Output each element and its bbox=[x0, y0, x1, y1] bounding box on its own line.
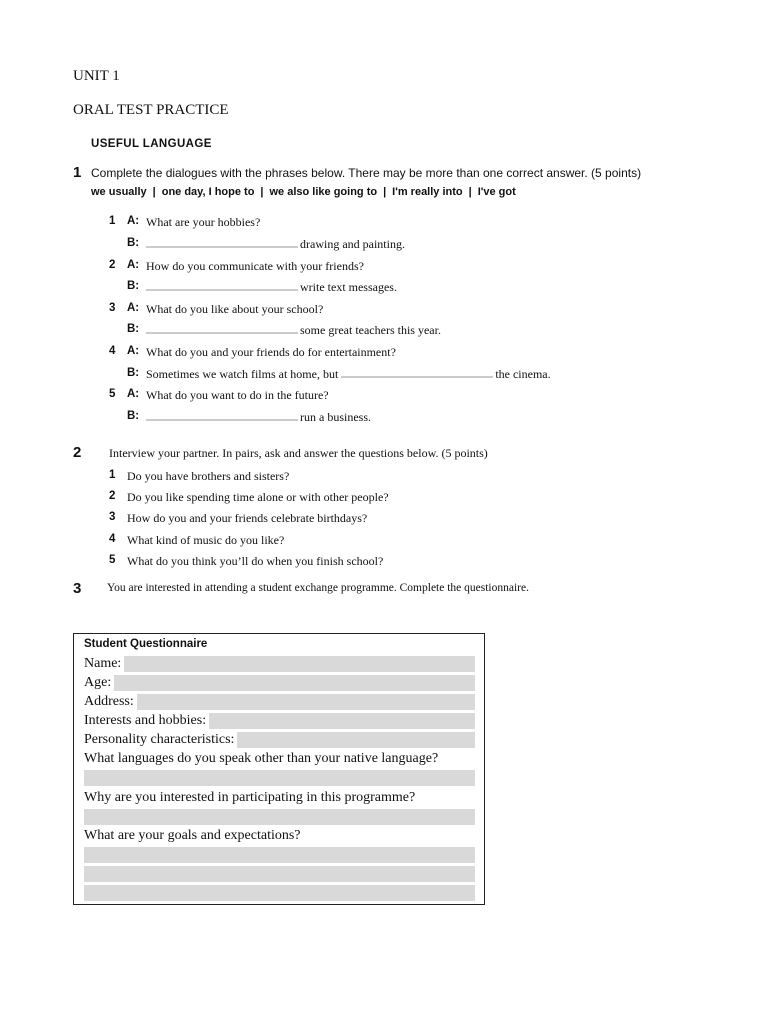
speaker-b-label: B: bbox=[127, 367, 140, 379]
question-text: Do you like spending time alone or with other people? bbox=[127, 490, 389, 504]
phrase-separator: | bbox=[383, 186, 387, 198]
question-text: What kind of music do you like? bbox=[127, 533, 285, 547]
speaker-b-text: write text messages. bbox=[300, 280, 397, 294]
questionnaire-box bbox=[73, 633, 485, 905]
dialogue-number: 4 bbox=[109, 345, 116, 357]
phrase-item: I've got bbox=[477, 186, 516, 198]
answer-blank[interactable] bbox=[341, 368, 493, 378]
speaker-a-label: A: bbox=[127, 345, 140, 357]
speaker-b-line bbox=[146, 367, 551, 382]
question-text: Do you have brothers and sisters? bbox=[127, 469, 290, 483]
speaker-a-label: A: bbox=[127, 388, 140, 400]
speaker-b-line bbox=[146, 280, 397, 295]
name-row bbox=[84, 655, 475, 673]
section-3-instruction: You are interested in attending a student exchange programme. Complete the questionnaire. bbox=[107, 582, 529, 594]
speaker-a-label: A: bbox=[127, 302, 140, 314]
speaker-b-line bbox=[146, 237, 405, 252]
answer-blank[interactable] bbox=[146, 281, 298, 291]
speaker-a-label: A: bbox=[127, 215, 140, 227]
speaker-a-line: What do you and your friends do for entertainment? bbox=[146, 345, 396, 359]
personality-label: Personality characteristics: bbox=[84, 732, 235, 747]
answer-blank[interactable] bbox=[146, 324, 298, 334]
address-row bbox=[84, 693, 475, 711]
question-number: 4 bbox=[109, 533, 116, 545]
speaker-a-line: What do you want to do in the future? bbox=[146, 388, 329, 402]
answer-blank[interactable] bbox=[146, 238, 298, 248]
dialogue-number: 1 bbox=[109, 215, 116, 227]
languages-field[interactable] bbox=[84, 770, 475, 786]
speaker-b-line bbox=[146, 323, 441, 338]
unit-heading: UNIT 1 bbox=[73, 68, 120, 84]
goals-field-line-2[interactable] bbox=[84, 866, 475, 882]
question-number: 2 bbox=[109, 490, 116, 502]
name-label: Name: bbox=[84, 656, 122, 671]
age-row bbox=[84, 674, 475, 692]
dialogue-number: 5 bbox=[109, 388, 116, 400]
speaker-b-label: B: bbox=[127, 280, 140, 292]
interests-field[interactable] bbox=[209, 713, 475, 729]
question-number: 1 bbox=[109, 469, 116, 481]
address-field[interactable] bbox=[137, 694, 475, 710]
interests-label: Interests and hobbies: bbox=[84, 713, 207, 728]
speaker-a-line: What do you like about your school? bbox=[146, 302, 324, 316]
goals-field-line-1[interactable] bbox=[84, 847, 475, 863]
personality-row bbox=[84, 731, 475, 749]
age-field[interactable] bbox=[114, 675, 475, 691]
section-2-number: 2 bbox=[73, 444, 82, 461]
why-field[interactable] bbox=[84, 809, 475, 825]
speaker-b-label: B: bbox=[127, 410, 140, 422]
age-label: Age: bbox=[84, 675, 112, 690]
section-3-number: 3 bbox=[73, 580, 82, 597]
why-row bbox=[84, 789, 475, 807]
personality-field[interactable] bbox=[237, 732, 475, 748]
phrase-item: one day, I hope to bbox=[161, 186, 255, 198]
phrase-item: we also like going to bbox=[269, 186, 378, 198]
speaker-a-line: How do you communicate with your friends? bbox=[146, 259, 364, 273]
phrase-item: I'm really into bbox=[392, 186, 463, 198]
dialogue-number: 2 bbox=[109, 259, 116, 271]
speaker-b-text: Sometimes we watch films at home, but bbox=[146, 367, 339, 381]
page-title: ORAL TEST PRACTICE bbox=[73, 102, 229, 118]
answer-blank[interactable] bbox=[146, 411, 298, 421]
languages-row bbox=[84, 750, 475, 768]
phrase-separator: | bbox=[468, 186, 472, 198]
phrase-bank bbox=[91, 186, 516, 198]
section-2-instruction: Interview your partner. In pairs, ask and answer the questions below. (5 points) bbox=[109, 446, 488, 460]
question-number: 5 bbox=[109, 554, 116, 566]
dialogue-number: 3 bbox=[109, 302, 116, 314]
section-heading: USEFUL LANGUAGE bbox=[91, 138, 212, 150]
speaker-b-text: the cinema. bbox=[495, 367, 551, 381]
speaker-b-label: B: bbox=[127, 237, 140, 249]
speaker-a-line: What are your hobbies? bbox=[146, 215, 261, 229]
speaker-b-label: B: bbox=[127, 323, 140, 335]
speaker-a-label: A: bbox=[127, 259, 140, 271]
interests-row bbox=[84, 712, 475, 730]
goals-label: What are your goals and expectations? bbox=[84, 828, 301, 843]
speaker-b-text: run a business. bbox=[300, 410, 371, 424]
goals-row bbox=[84, 827, 475, 845]
phrase-separator: | bbox=[152, 186, 156, 198]
phrase-separator: | bbox=[260, 186, 264, 198]
section-1-number: 1 bbox=[73, 164, 82, 181]
goals-field-line-3[interactable] bbox=[84, 885, 475, 901]
address-label: Address: bbox=[84, 694, 134, 709]
why-label: Why are you interested in participating in this programme? bbox=[84, 790, 416, 805]
question-text: How do you and your friends celebrate birthdays? bbox=[127, 511, 368, 525]
question-number: 3 bbox=[109, 511, 116, 523]
languages-label: What languages do you speak other than your native language? bbox=[84, 751, 439, 766]
speaker-b-text: some great teachers this year. bbox=[300, 323, 441, 337]
name-field[interactable] bbox=[124, 656, 475, 672]
phrase-item: we usually bbox=[91, 186, 147, 198]
speaker-b-line bbox=[146, 410, 371, 425]
section-1-instruction: Complete the dialogues with the phrases below. There may be more than one correct answer. (5 points) bbox=[91, 166, 642, 180]
question-text: What do you think you’ll do when you finish school? bbox=[127, 554, 384, 568]
speaker-b-text: drawing and painting. bbox=[300, 237, 405, 251]
questionnaire-title: Student Questionnaire bbox=[84, 638, 208, 650]
